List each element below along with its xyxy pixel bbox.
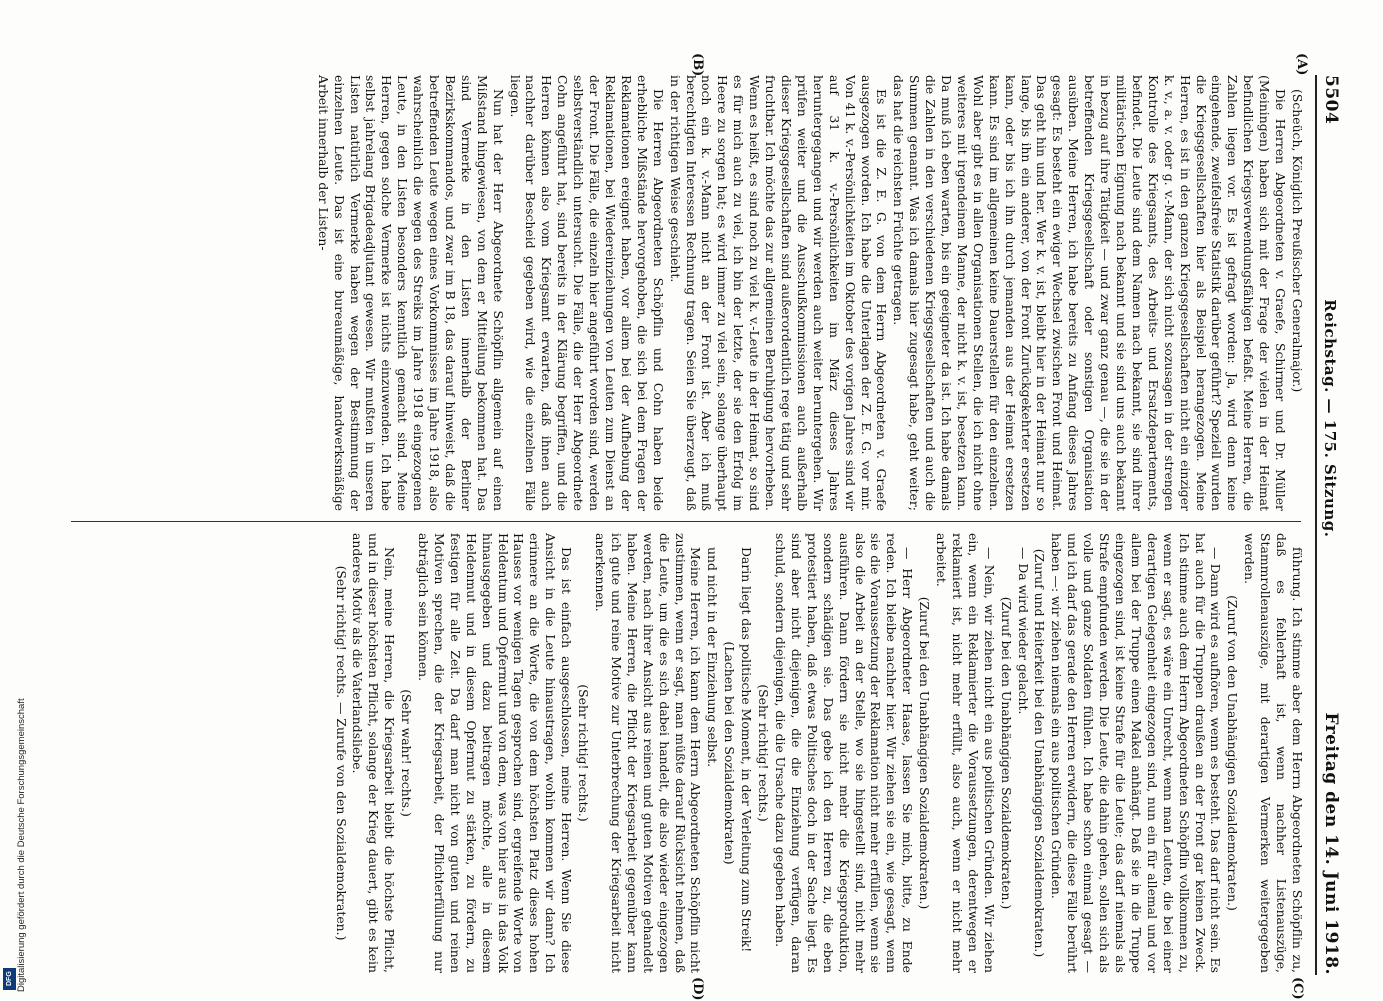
paragraph: — Dann wird es aufhören, wenn es besteht. Das darf nicht sein. Es hat auch für die Truppen draußen an der Front gar keinen Zweck. Ich stimme auch dem Herrn Abgeordneten Schöpflin vollkommen zu, wenn er sagt, es wäre ein Unrecht, wenn man Leuten, die bei einer derartigen Gelegenheit eingezogen sind, nun ein für allemal und vor allem bei der Truppe einen Makel anhängt. Daß sie in die Truppe eingezogen sind, ist keine Strafe für die Leute; das darf niemals als Strafe empfunden werden. Die Leute, die dahin gehen, sollen sich als volle und ganze Soldaten fühlen. Ich habe schon einmal gesagt — und ich darf das gerade den Herren erwidern, die diese Fälle berührt haben —: wir ziehen niemals ein aus politischen Gründen. [1049,533,1224,973]
margin-marker-d: (D) [690,977,705,1001]
paragraph: Es ist die Z. E. G. von dem Herrn Abgeordneten v. Graefe ausgezogen worden. Ich habe die Unterlagen der Z. E. G. vor mir. Von 41 k. v.-Persönlichkeiten im Oktober des vorigen Jahres sind wir auf 31 k. v.-Persönlichkeiten im März dieses Jahres heruntergegangen und wir werden auch weiter heruntergehen. Wir prüfen weiter und die Ausschußkommissionen auch außerhalb dieser Kriegsgesellschaften sind außerordentlich rege tätig und sehr fruchtbar. Ich möchte das zur allgemeinen Beruhigung hervorheben. Wenn es heißt, es sind noch zu viel k. v.-Leute in der Heimat, so sind es für mich auch zu viel, ich bin der letzte, der sie den Erfolg im Heere zu sorgen hat; es wird immer zu viel sein, solange überhaupt noch ein k. v.-Mann nicht an der Front ist. Aber ich muß berechtigten Interessen Rechnung tragen. Seien Sie überzeugt, daß in der richtigen Weise geschieht. [667,75,890,511]
paragraph: — Herr Abgeordneter Haase, lassen Sie mich, bitte, zu Ende reden. Ich bleibe nachher hier. Wir ziehen sie ein, wie gesagt, wenn sie die Voraussetzung der Reklamation nicht mehr erfüllen, wenn sie also die Arbeit an der Stelle, wo sie hingestellt sind, nicht mehr ausführen. Dann fördern sie nicht mehr die Kriegsproduktion, sondern schädigen sie. Das gebe ich den Herren zu, die eben protestiert haben, daß etwas Politisches doch in der Sache liegt. Es sind aber nicht diejenigen, die die Einziehung verfügen, daran schuld, sondern diejenigen, die die Ursache dazu gegeben haben. [773,533,916,973]
margin-marker-a: (A) [1294,53,1309,76]
interjection: (Zuruf und Heiterkeit bei den Unabhängigen Sozialdemokraten.) [1032,548,1048,958]
column-divider [71,521,1301,522]
interjection: (Sehr richtig! rechts.) [576,684,592,822]
page-header [1315,75,1345,975]
paragraph: — Da wird wieder gelacht. [1015,547,1031,715]
paragraph: und nicht in der Einziehung selbst. [705,547,721,768]
paragraph: Darin liegt das politische Moment, in der Verleitung zum Streik! [739,547,755,953]
paragraph: Nein, meine Herren, die Kriegsarbeit bleibt die höchste Pflicht, und in dieser höchsten Pflicht, solange der Krieg dauert, gibt es kein anderes Motiv als die Vaterlandsliebe. [350,533,398,973]
page-number: 5504 [1321,75,1341,125]
interjection: (Lachen bei den Sozialdemokraten) [722,641,738,865]
logo-text: DFG [6,971,13,987]
interjection: (Zuruf bei den Unabhängigen Sozialdemokraten.) [917,596,933,910]
interjection: (Sehr richtig! rechts. — Zurufe von den Sozialdemokraten.) [333,565,349,941]
interjection: (Sehr wahr! rechts.) [399,689,415,817]
digitization-credit [2,602,27,992]
paragraph: Die Herren Abgeordneten v. Graefe, Schirmer und Dr. Müller (Meiningen) haben sich mit der Frage der vielen in der Heimat befindlichen Kriegsverwendungsfähigen befaßt. Meine Herren, die Zahlen liegen vor. Es ist gefragt worden: Ja, wird denn keine eingehende, zweifelsfreie Statistik darüber geführt? Speziell wurden die Kriegsgesellschaften hier als Beispiel herangezogen. Meine Herren, es ist in den ganzen Kriegsgesellschaften nicht ein einziger k. v., a. v. oder g. v.-Mann, der sich nicht sozusagen in der strengen Kontrolle des Kriegsamts, des Arbeits- und Ersatzdepartements, befindet. Die Leute sind dem Namen nach bekannt, sie sind ihrer militärischen Eignung nach bekannt und sie sind uns auch bekannt in bezug auf ihre Tätigkeit — und zwar ganz genau —, die sie in der betreffenden Kriegsgesellschaft oder sonstigen Organisation ausüben. Meine Herren, ich habe bereits zu Anfang dieses Jahres gesagt: Es besteht ein ewiger Wechsel zwischen Front und Heimat. Das geht hin und her. Wer k. v. ist, bleibt hier in der Heimat nur so lange, bis ihn ein anderer, von der Front Zurückgekehrter ersetzen kann, oder bis ich ihn durch jemanden aus der Heimat ersetzen kann. Es sind im allgemeinen keine Dauerstellen für den einzelnen. Wohl aber gibt es in allen Organisationen Stellen, die ich nicht ohne weiteres mit irgendeinem Manne, der nicht k. v. ist, besetzen kann. Da muß ich eben warten, bis ein geeigneter da ist. Ich habe damals die Zahlen in den verschiedenen Kriegsgesellschaften und auch die Summen genannt. Was ich damals hier zugesagt habe, geht weiter; das hat die reichsten Früchte getragen. [891,75,1289,511]
dfg-logo-icon [3,968,16,990]
right-column [65,533,1305,973]
paragraph: führung. Ich stimme aber dem Herrn Abgeordneten Schöpflin zu, daß es fehlerhaft ist, wenn nachher Listenauszüge, Stammrollenauszüge, mit derartigen Vermerken weitergegeben werden. [1242,533,1305,973]
margin-marker-c: (C) [1290,977,1305,1000]
paragraph: — Nein, wir ziehen nicht ein aus politischen Gründen. Wir ziehen ein, wenn ein Reklamierter die Voraussetzungen, derentwegen er reklamiert ist, nicht mehr erfüllt, also auch, wenn er nicht mehr arbeitet. [934,533,997,973]
paragraph: Das ist einfach ausgeschlossen, meine Herren. Wenn Sie diese Ansicht in die Leute hinaustragen, wohin kommen wir dann? Ich erinnere an die Worte, die von dem höchsten Platz dieses hohen Hauses vor wenigen Tagen gesprochen sind, ergreifende Worte von Heldentum und Opfermut und von dem, was von hier aus in das Volk hinausgegeben und dazu beitragen möchte, alle in diesem Heldenmut und in diesem Opfermut zu stärken, zu fördern, zu festigen für alle Zeit. Da darf man nicht von guten und reinen Motiven sprechen, die der Kriegsarbeit, der Pflichterfüllung nur abträglich sein können. [416,533,575,973]
interjection: (Sehr richtig! rechts.) [756,684,772,822]
session-date: Freitag den 14. Juni 1918. [1321,712,1341,975]
paragraph: Die Herren Abgeordneten Schöpflin und Cohn haben beide erhebliche Mißstände hervorgehoben, die sich bei dem Fragen der Reklamationen ereignet haben, vor allem bei der Aufhebung der Reklamationen, bei Wiedereinziehungen von Leuten zum Dienst an der Front. Die Fälle, die einzeln hier angeführt worden sind, werden selbstverständlich untersucht. Die Fälle, die der Herr Abgeordnete Cohn angeführt hat, sind bereits in der Klärung begriffen, und die Herren können also vom Kriegsamt erwarten, daß ihnen auch nachher darüber Bescheid gegeben wird, wie die einzelnen Fälle liegen. [507,75,666,511]
margin-marker-b: (B) [690,53,705,77]
interjection: (Zuruf bei den Unabhängigen Sozialdemokraten.) [998,596,1014,910]
paragraph: Nun hat der Herr Abgeordnete Schöpflin allgemein auf einen Mißstand hingewiesen, von dem er Mitteilung bekommen hat. Das sind Vermerke in den Listen innerhalb der Berliner Bezirkskommandos, und zwar im B 18, das darauf hinweist, daß die betreffenden Leute wegen eines Vorkommnisses im Jahre 1918, also wahrscheinlich die wegen des Streiks im Jahre 1918 eingezogenen Leute, in den Listen besonders kenntlich gemacht sind. Meine Herren, gegen solche Vermerke ist nichts einzuwenden. Ich habe selbst jahrelang Brigadeadjutant gewesen. Wir mußten in unseren Listen natürlich Vermerke haben wegen der Bestimmung der einzelnen Leute. Das ist eine bureaumäßige, handwerksmäßige Arbeit innerhalb der Listen- [315,75,506,511]
paragraph: Meine Herren, ich kann dem Herrn Abgeordneten Schöpflin nicht zustimmen, wenn er sagt, man müßte darauf Rücksicht nehmen, daß die Leute, um die es sich dabei handelt, die also wieder eingezogen werden, nach ihrer Ansicht aus reinen und guten Motiven gehandelt haben. Meine Herren, die Pflicht der Kriegsarbeit gegenüber kann ich gute und reine Motive zur Unterbrechung der Kriegsarbeit nicht anerkennen. [593,533,704,973]
session-title: Reichstag. — 175. Sitzung. [1321,299,1339,538]
credit-text: Digitalisierung gefördert durch die Deutsche Forschungsgemeinschaft [16,698,27,992]
left-column [65,75,1305,511]
interjection: (Zuruf von den Unabhängigen Sozialdemokraten.) [1225,595,1241,911]
rotated-page [55,53,1345,1001]
paragraph: (Scheüch, Königlich Preußischer Generalmajor.) [1290,89,1305,393]
